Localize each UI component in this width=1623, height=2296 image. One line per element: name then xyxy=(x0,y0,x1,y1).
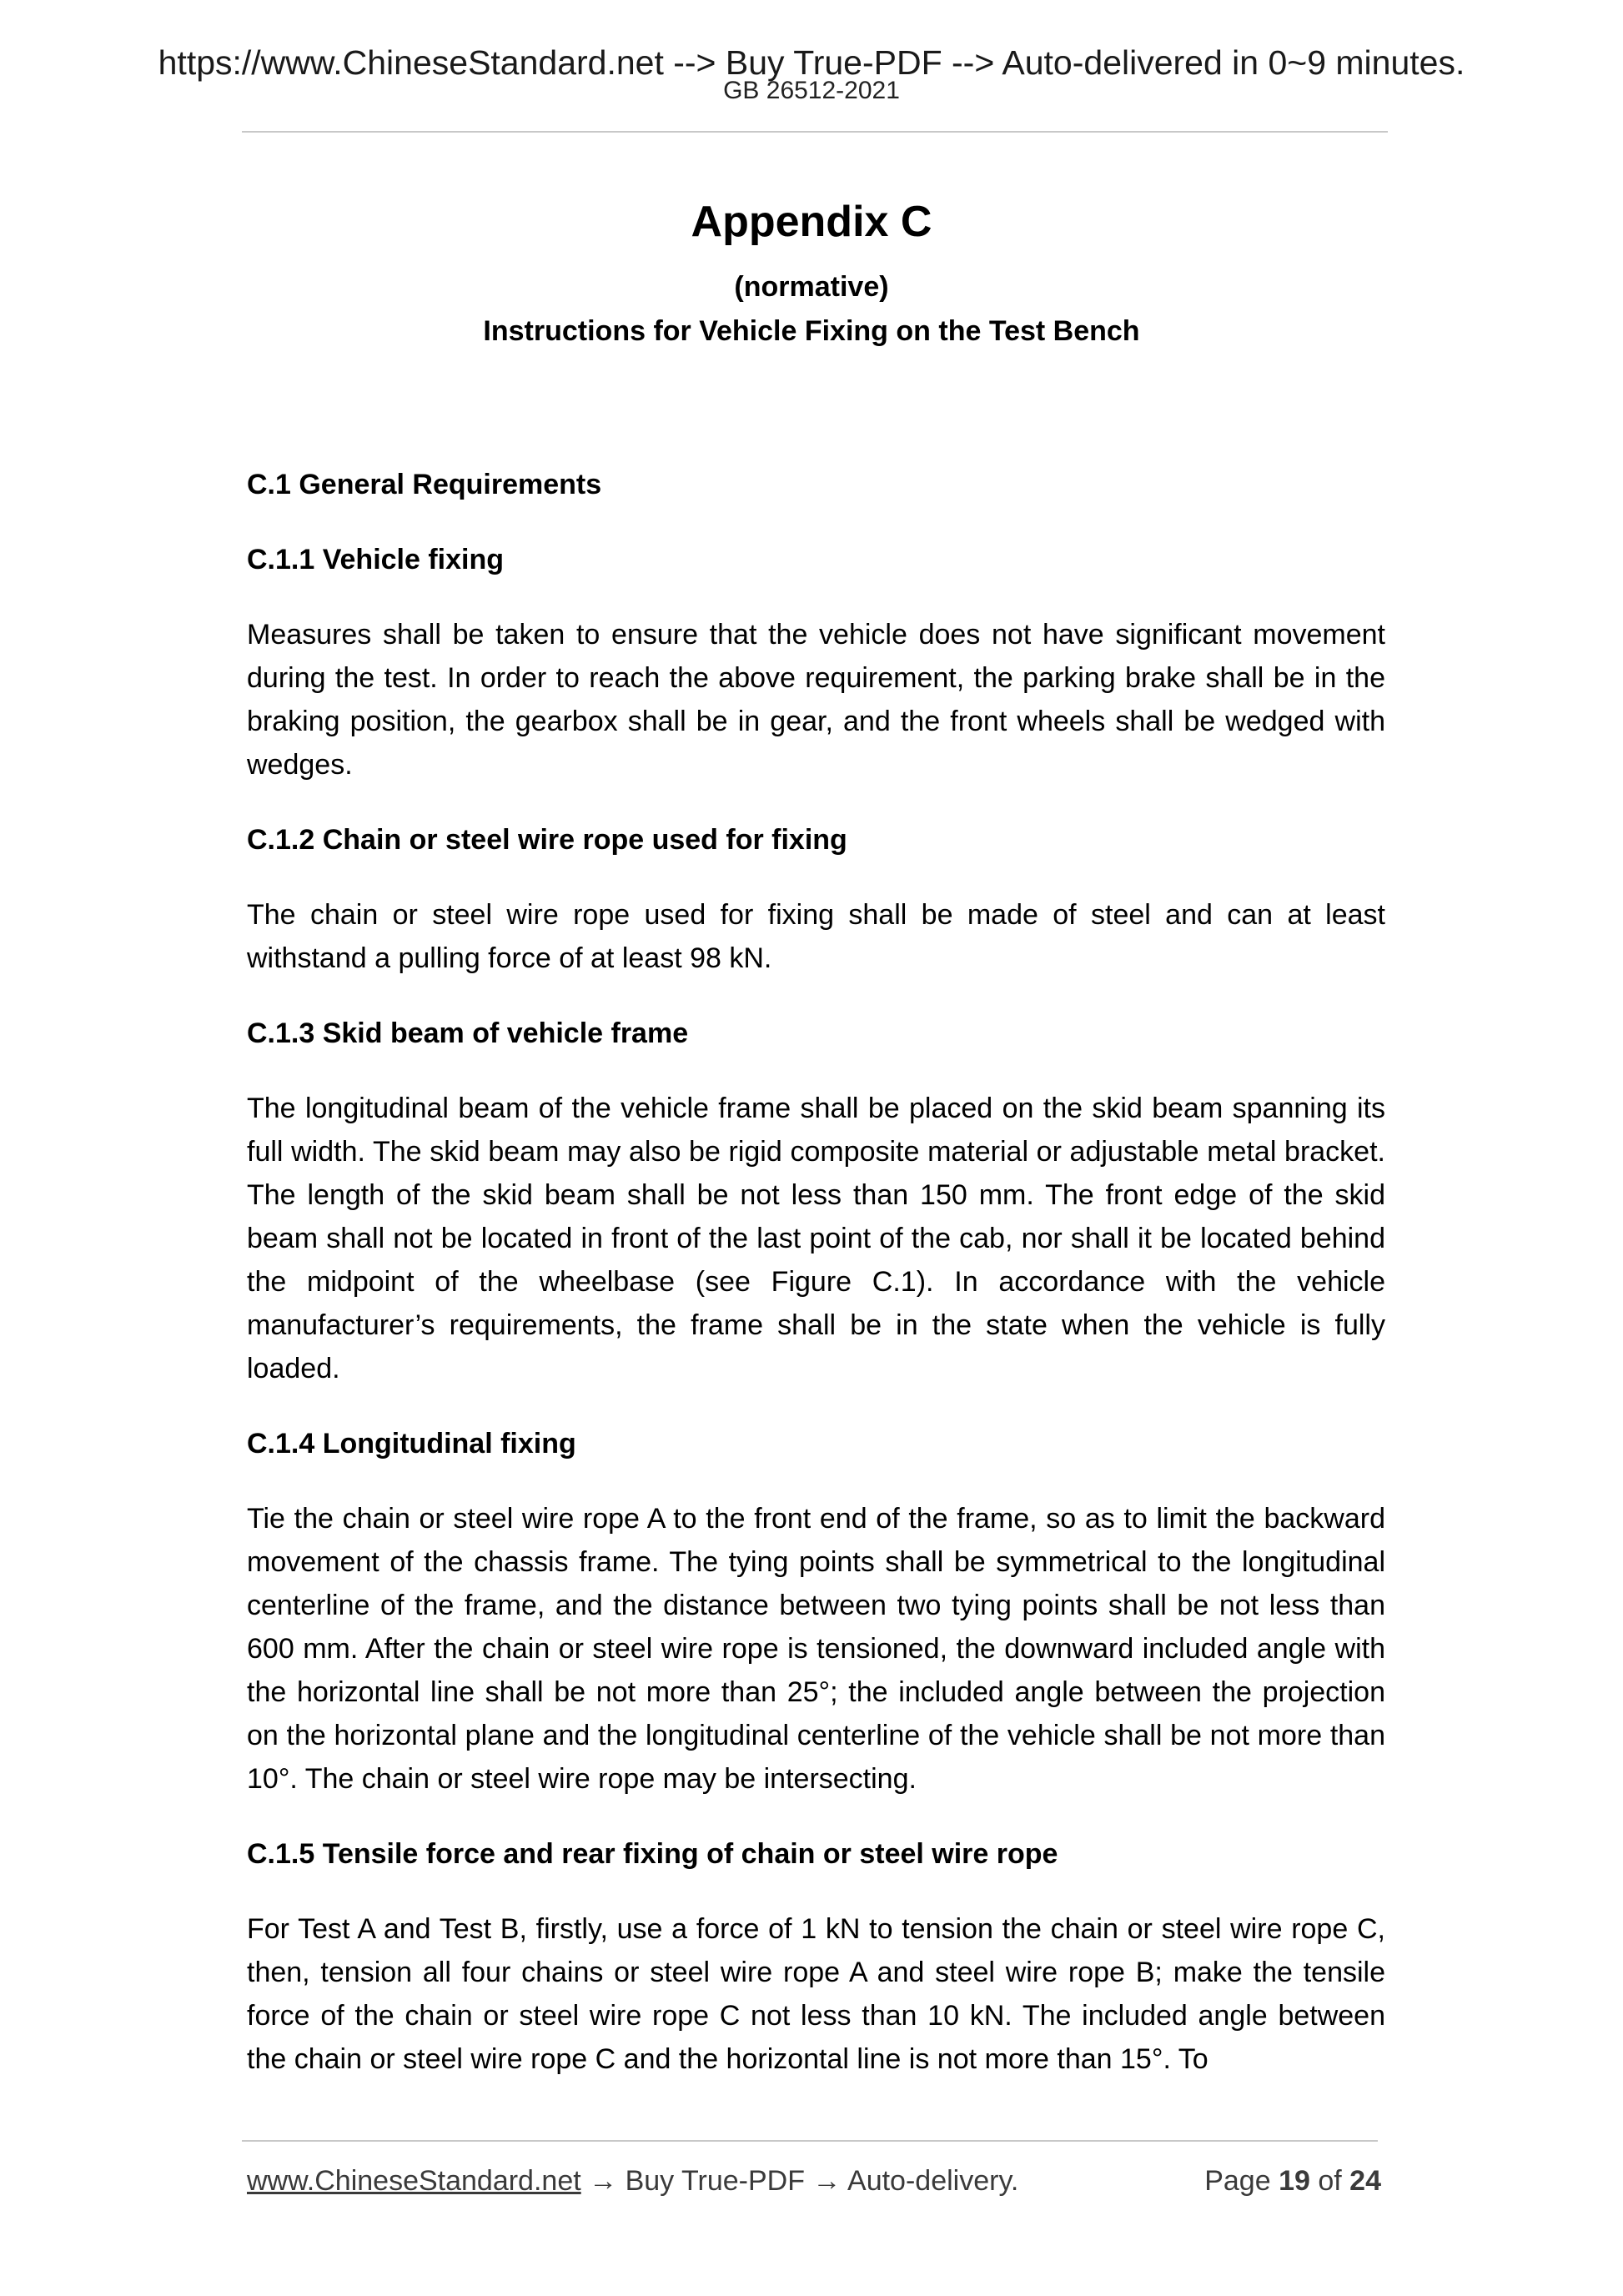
section-text-c1-4: Tie the chain or steel wire rope A to the front end of the frame, so as to limit the backward movement of the chassis frame. The tying points shall be symmetrical to the longitudinal centerline of the frame, and the distance between two tying points shall be not less than 600 mm. After the chain or steel wire rope is tensioned, the downward included angle with the horizontal line shall be not more than 25°; the included angle between the projection on the horizontal plane and the longitudinal centerline of the vehicle shall be not more than 10°. The chain or steel wire rope may be intersecting. xyxy=(247,1503,1385,1795)
section-heading-c1-1: C.1.1 Vehicle fixing xyxy=(247,544,505,575)
section-heading-c1-5: C.1.5 Tensile force and rear fixing of chain or steel wire rope xyxy=(247,1838,1058,1870)
footer-buy-text: Buy True-PDF xyxy=(625,2165,805,2197)
section-heading-c1-4: C.1.4 Longitudinal fixing xyxy=(247,1428,576,1459)
section-text-c1-1: Measures shall be taken to ensure that the vehicle does not have significant movement during the test. In order to reach the above requirement, the parking brake shall be in the braking position, the gearbox shall be in gear, and the front wheels shall be wedged with wedges. xyxy=(247,619,1385,781)
page-indicator xyxy=(1204,2165,1381,2198)
total-pages: 24 xyxy=(1349,2165,1381,2197)
section-heading-c1: C.1 General Requirements xyxy=(247,469,602,500)
section-heading-c1-2: C.1.2 Chain or steel wire rope used for fixing xyxy=(247,824,847,856)
footer-delivery-text: Auto-delivery. xyxy=(847,2165,1019,2197)
of-label: of xyxy=(1318,2165,1342,2197)
footer-site-link[interactable]: www.ChineseStandard.net xyxy=(247,2165,581,2197)
page-label: Page xyxy=(1204,2165,1271,2197)
document-code: GB 26512-2021 xyxy=(723,77,900,104)
page-number: 19 xyxy=(1279,2165,1310,2197)
section-text-c1-2: The chain or steel wire rope used for fixing shall be made of steel and can at least withstand a pulling force of at least 98 kN. xyxy=(247,899,1385,974)
appendix-title: Appendix C xyxy=(691,198,932,246)
section-text-c1-5: For Test A and Test B, firstly, use a force of 1 kN to tension the chain or steel wire rope C, then, tension all four chains or steel wire rope A and steel wire rope B; make the tensile force of the chain or steel wire rope C not less than 10 kN. The included angle between the chain or steel wire rope C and the horizontal line is not more than 15°. To xyxy=(247,1913,1385,2075)
section-text-c1-3: The longitudinal beam of the vehicle frame shall be placed on the skid beam spanning its full width. The skid beam may also be rigid composite material or adjustable metal bracket. The length of the skid beam shall be not less than 150 mm. The front edge of the skid beam shall not be located in front of the last point of the cab, nor shall it be located behind the midpoint of the wheelbase (see Figure C.1). In accordance with the vehicle manufacturer’s requirements, the frame shall be in the state when the vehicle is fully loaded. xyxy=(247,1093,1385,1384)
footer-arrow-icon: → xyxy=(580,2165,626,2197)
footer-arrow-icon: → xyxy=(804,2165,848,2197)
section-heading-c1-3: C.1.3 Skid beam of vehicle frame xyxy=(247,1017,689,1049)
document-body xyxy=(247,463,1385,2113)
appendix-subtitle: (normative) xyxy=(734,271,889,303)
appendix-name: Instructions for Vehicle Fixing on the Test Bench xyxy=(483,315,1140,347)
footer-divider xyxy=(242,2140,1378,2142)
page-footer xyxy=(247,2165,1381,2207)
footer-promo xyxy=(247,2165,1018,2198)
source-banner: https://www.ChineseStandard.net --> Buy True-PDF --> Auto-delivered in 0~9 minutes. xyxy=(158,43,1465,82)
header-divider xyxy=(242,131,1388,133)
